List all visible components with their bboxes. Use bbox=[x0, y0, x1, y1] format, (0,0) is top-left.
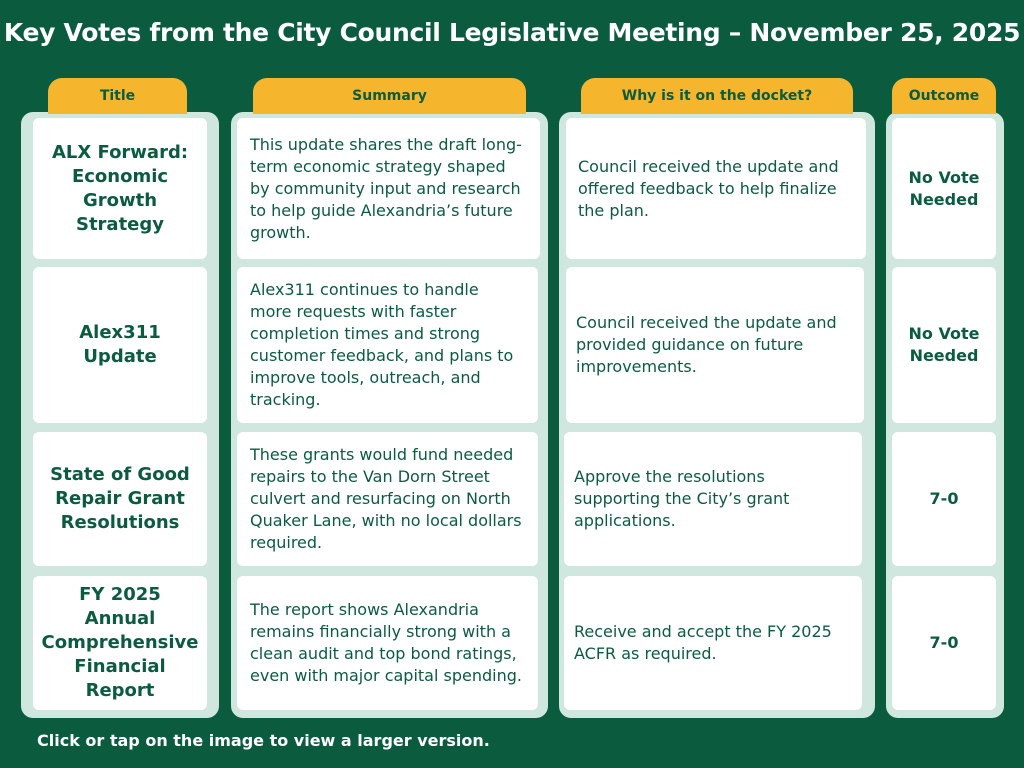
row-2-why: Council received the update and provided guidance on future improvements. bbox=[566, 267, 864, 423]
row-1-why: Council received the update and offered feedback to help finalize the plan. bbox=[566, 118, 866, 259]
summary-column-header: Summary bbox=[253, 78, 526, 114]
page-title: Key Votes from the City Council Legislative Meeting – November 25, 2025 bbox=[3, 18, 1021, 47]
row-2-title: Alex311 Update bbox=[33, 267, 207, 423]
row-1-outcome: No Vote Needed bbox=[892, 118, 996, 259]
outcome-column-header: Outcome bbox=[892, 78, 996, 114]
row-3-summary: These grants would fund needed repairs to the Van Dorn Street culvert and resurfacing on North Quaker Lane, with no local dollars required. bbox=[237, 432, 538, 566]
row-4-outcome: 7-0 bbox=[892, 576, 996, 710]
row-1-summary: This update shares the draft long-term economic strategy shaped by community input and research to help guide Alexandria’s future growth. bbox=[237, 118, 540, 259]
why-column-header: Why is it on the docket? bbox=[581, 78, 853, 114]
row-4-title: FY 2025 Annual Comprehensive Financial Report bbox=[33, 576, 207, 710]
footer-note[interactable]: Click or tap on the image to view a larger version. bbox=[37, 731, 490, 750]
row-2-outcome: No Vote Needed bbox=[892, 267, 996, 423]
row-1-title: ALX Forward: Economic Growth Strategy bbox=[33, 118, 207, 259]
row-4-summary: The report shows Alexandria remains financially strong with a clean audit and top bond ratings, even with major capital spending. bbox=[237, 576, 538, 710]
row-3-outcome: 7-0 bbox=[892, 432, 996, 566]
row-3-title: State of Good Repair Grant Resolutions bbox=[33, 432, 207, 566]
row-2-summary: Alex311 continues to handle more requests with faster completion times and strong customer feedback, and plans to improve tools, outreach, and tracking. bbox=[237, 267, 538, 423]
row-3-why: Approve the resolutions supporting the City’s grant applications. bbox=[564, 432, 862, 566]
title-column-header: Title bbox=[48, 78, 187, 114]
row-4-why: Receive and accept the FY 2025 ACFR as required. bbox=[564, 576, 862, 710]
